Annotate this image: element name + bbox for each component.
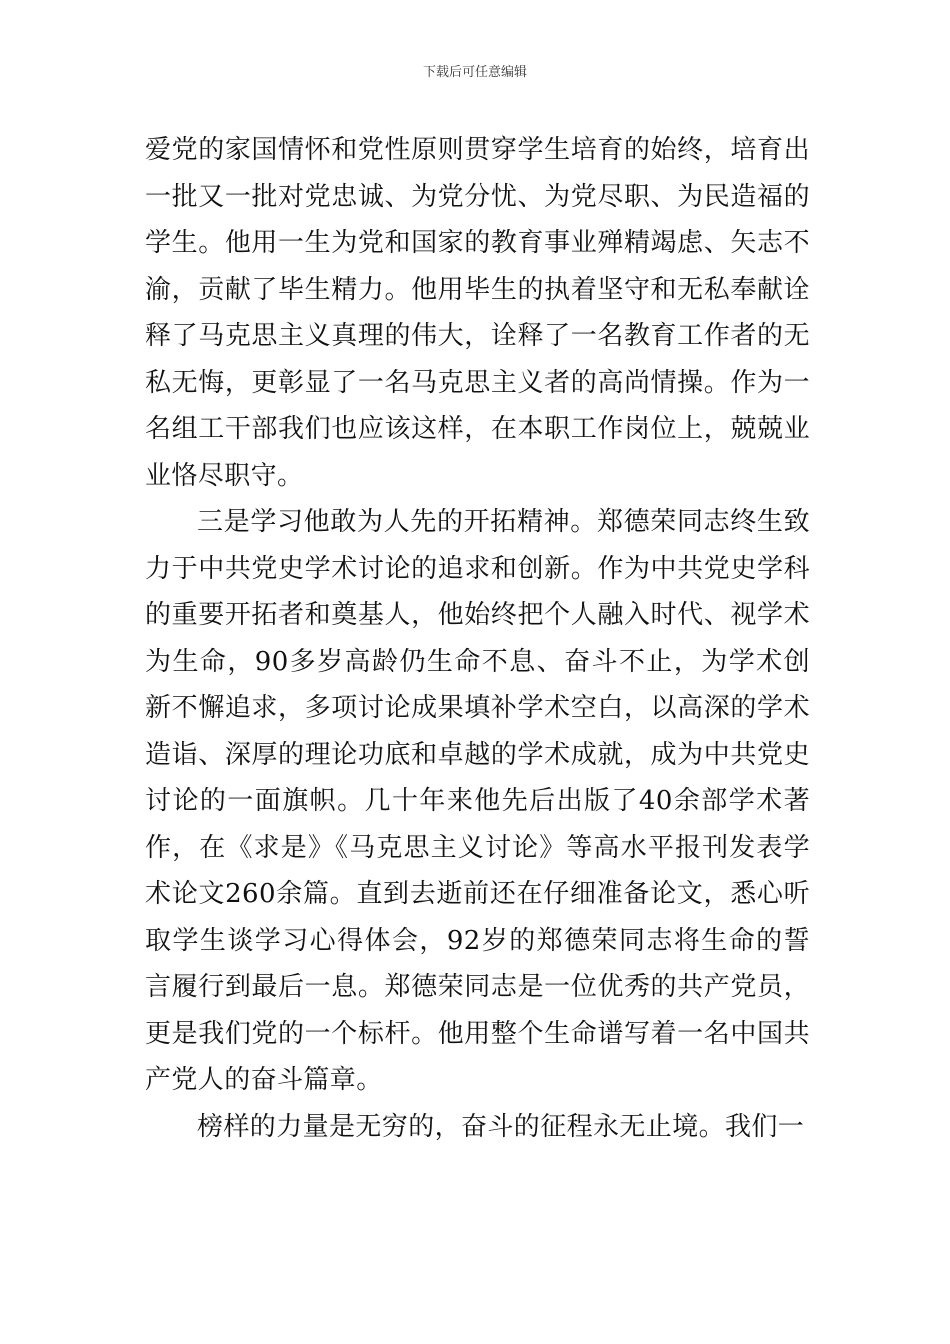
paragraph-continuation: 爱党的家国情怀和党性原则贯穿学生培育的始终，培育出一批又一批对党忠诚、为党分忧、为党尽职、为民造福的学生。他用一生为党和国家的教育事业殚精竭虑、矢志不渝，贡献了毕生精力。他用毕生的执着坚守和无私奉献诠释了马克思主义真理的伟大，诠释了一名教育工作者的无私无悔，更彰显了一名马克思主义者的高尚情操。作为一名组工干部我们也应该这样，在本职工作岗位上，兢兢业业恪尽职守。 bbox=[145, 135, 810, 491]
document-body bbox=[145, 127, 810, 1150]
page-header: 下载后可任意编辑 bbox=[422, 65, 527, 80]
paragraph-closing: 榜样的力量是无穷的，奋斗的征程永无止境。我们一 bbox=[197, 1111, 805, 1142]
paragraph-third-point: 三是学习他敢为人先的开拓精神。郑德荣同志终生致力于中共党史学术讨论的追求和创新。作为中共党史学科的重要开拓者和奠基人，他始终把个人融入时代、视学术为生命，90多岁高龄仍生命不息、奋斗不止，为学术创新不懈追求，多项讨论成果填补学术空白，以高深的学术造诣、深厚的理论功底和卓越的学术成就，成为中共党史讨论的一面旗帜。几十年来他先后出版了40余部学术著作，在《求是》《马克思主义讨论》等高水平报刊发表学术论文260余篇。直到去逝前还在仔细准备论文，悉心听取学生谈学习心得体会，92岁的郑德荣同志将生命的誓言履行到最后一息。郑德荣同志是一位优秀的共产党员，更是我们党的一个标杆。他用整个生命谱写着一名中国共产党人的奋斗篇章。 bbox=[145, 507, 810, 1095]
